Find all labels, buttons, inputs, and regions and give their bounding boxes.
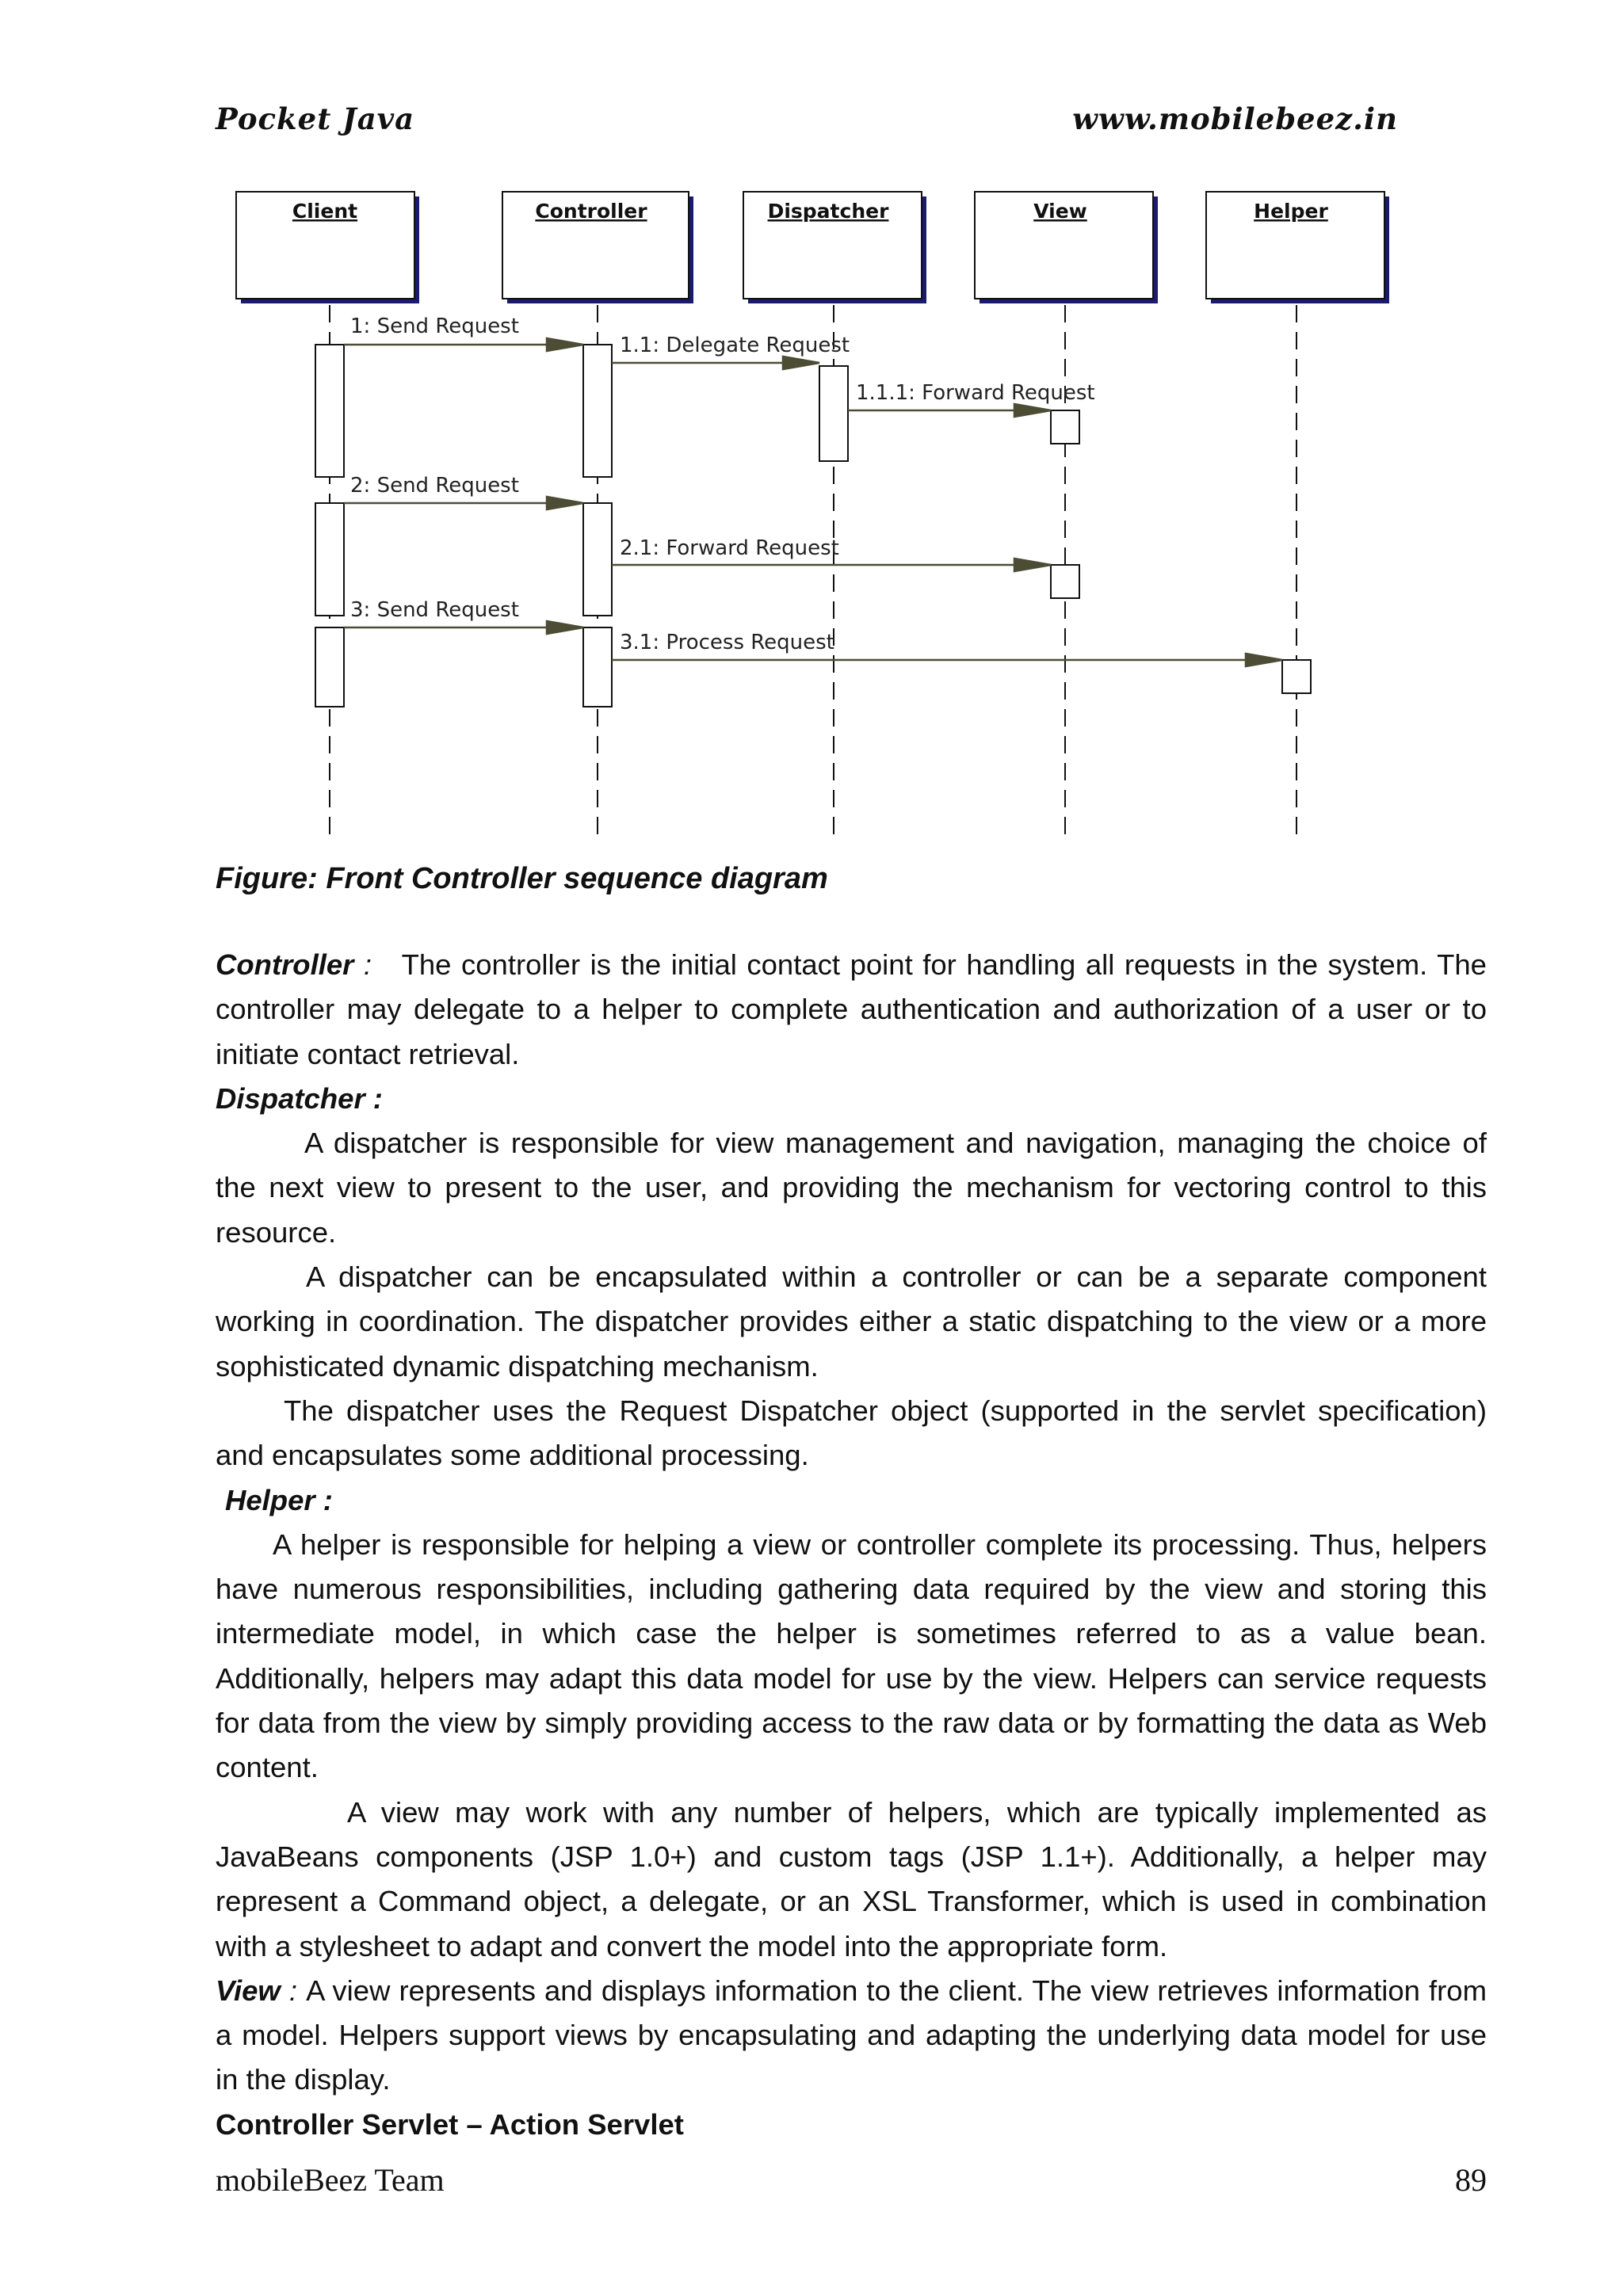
message-label-3-1: 3.1: Process Request	[620, 631, 834, 654]
controller-text: The controller is the initial contact point for handling all requests in the system. The controller may delegate to a helper to complete authentication and authorization of a user or to initiate contact retrieval.	[216, 948, 1487, 1070]
helper-heading: Helper :	[225, 1483, 333, 1516]
helper-paragraph-1: A helper is responsible for helping a view or controller complete its processing. Thus, helpers have numerous responsibilities, including gathering data required by the view and storing this intermediate model, in which case the helper is sometimes referred to as a value bean. Additionally, helpers may adapt this data model for use by the view. Helpers can service requests for data from the view by simply providing access to the raw data or by formatting the data as Web content.	[216, 1527, 1487, 1784]
activation-client-2	[315, 503, 344, 616]
arrowhead-1-1-1	[1014, 404, 1051, 417]
participant-view	[975, 192, 1158, 303]
dispatcher-paragraph-2: A dispatcher can be encapsulated within a controller or can be a separate component working in coordination. The dispatcher provides either a static dispatching to the view or a more sophisticated dynamic dispatching mechanism.	[216, 1261, 1487, 1383]
dispatcher-paragraph-1: A dispatcher is responsible for view management and navigation, managing the choice of the next view to present to the user, and providing the mechanism for vectoring control to this resource.	[216, 1127, 1487, 1249]
activation-helper-1	[1282, 660, 1311, 693]
helper-paragraph-2: A view may work with any number of helpers, which are typically implemented as JavaBeans components (JSP 1.0+) and custom tags (JSP 1.1+). Additionally, a helper may represent a Command object, a delegate, or an XSL Transformer, which is used in combination with a stylesheet to adapt and convert the model into the appropriate form.	[216, 1795, 1487, 1962]
arrowhead-3	[547, 621, 583, 634]
activation-controller-3	[583, 627, 612, 707]
dispatcher-heading: Dispatcher :	[216, 1081, 383, 1115]
message-label-1-1: 1.1: Delegate Request	[620, 334, 850, 357]
participant-dispatcher	[743, 192, 926, 303]
activation-view-1	[1051, 410, 1079, 444]
participant-label-client: Client	[292, 200, 358, 223]
activation-client-3	[315, 627, 344, 707]
participant-client	[236, 192, 419, 303]
controller-paragraph	[216, 943, 1487, 1077]
arrowhead-1-1	[783, 357, 819, 369]
participant-helper	[1206, 192, 1389, 303]
activation-client-1	[315, 345, 344, 477]
view-paragraph	[216, 1969, 1487, 2103]
page-number: 89	[1455, 2162, 1487, 2198]
participant-controller	[502, 192, 693, 303]
participant-label-controller: Controller	[535, 200, 647, 223]
activation-dispatcher-1	[819, 366, 848, 461]
arrowhead-3-1	[1246, 654, 1282, 666]
subheading: Controller Servlet – Action Servlet	[216, 2107, 684, 2141]
view-term: View	[216, 1974, 281, 2007]
participant-label-helper: Helper	[1254, 200, 1328, 223]
view-separator: :	[280, 1974, 307, 2007]
arrowhead-2-1	[1014, 559, 1051, 571]
message-label-1-1-1: 1.1.1: Forward Request	[856, 381, 1095, 405]
message-label-2: 2: Send Request	[350, 474, 519, 498]
controller-separator: :	[353, 948, 382, 981]
controller-term: Controller	[216, 948, 354, 981]
dispatcher-paragraph-3: The dispatcher uses the Request Dispatcher object (supported in the servlet specification) and encapsulates some additional processing.	[216, 1394, 1487, 1472]
running-header-url: www.mobilebeez.in	[1072, 101, 1398, 136]
running-header-title: Pocket Java	[216, 101, 415, 136]
footer-author: mobileBeez Team	[216, 2162, 445, 2198]
message-label-1: 1: Send Request	[350, 315, 519, 338]
participant-label-view: View	[1033, 200, 1087, 223]
activation-controller-2	[583, 503, 612, 616]
participant-label-dispatcher: Dispatcher	[767, 200, 889, 223]
sequence-diagram	[214, 182, 1403, 848]
view-text: A view represents and displays information to the client. The view retrieves information from a model. Helpers support views by encapsulating and adapting the underlying data model for use in the display.	[216, 1974, 1487, 2096]
arrowhead-2	[547, 497, 583, 509]
arrowhead-1	[547, 338, 583, 351]
activation-view-2	[1051, 565, 1079, 598]
activation-controller-1	[583, 345, 612, 477]
message-label-2-1: 2.1: Forward Request	[620, 536, 839, 560]
figure-caption: Figure: Front Controller sequence diagram	[216, 862, 828, 895]
message-label-3: 3: Send Request	[350, 598, 519, 622]
body-text	[216, 943, 1487, 2147]
